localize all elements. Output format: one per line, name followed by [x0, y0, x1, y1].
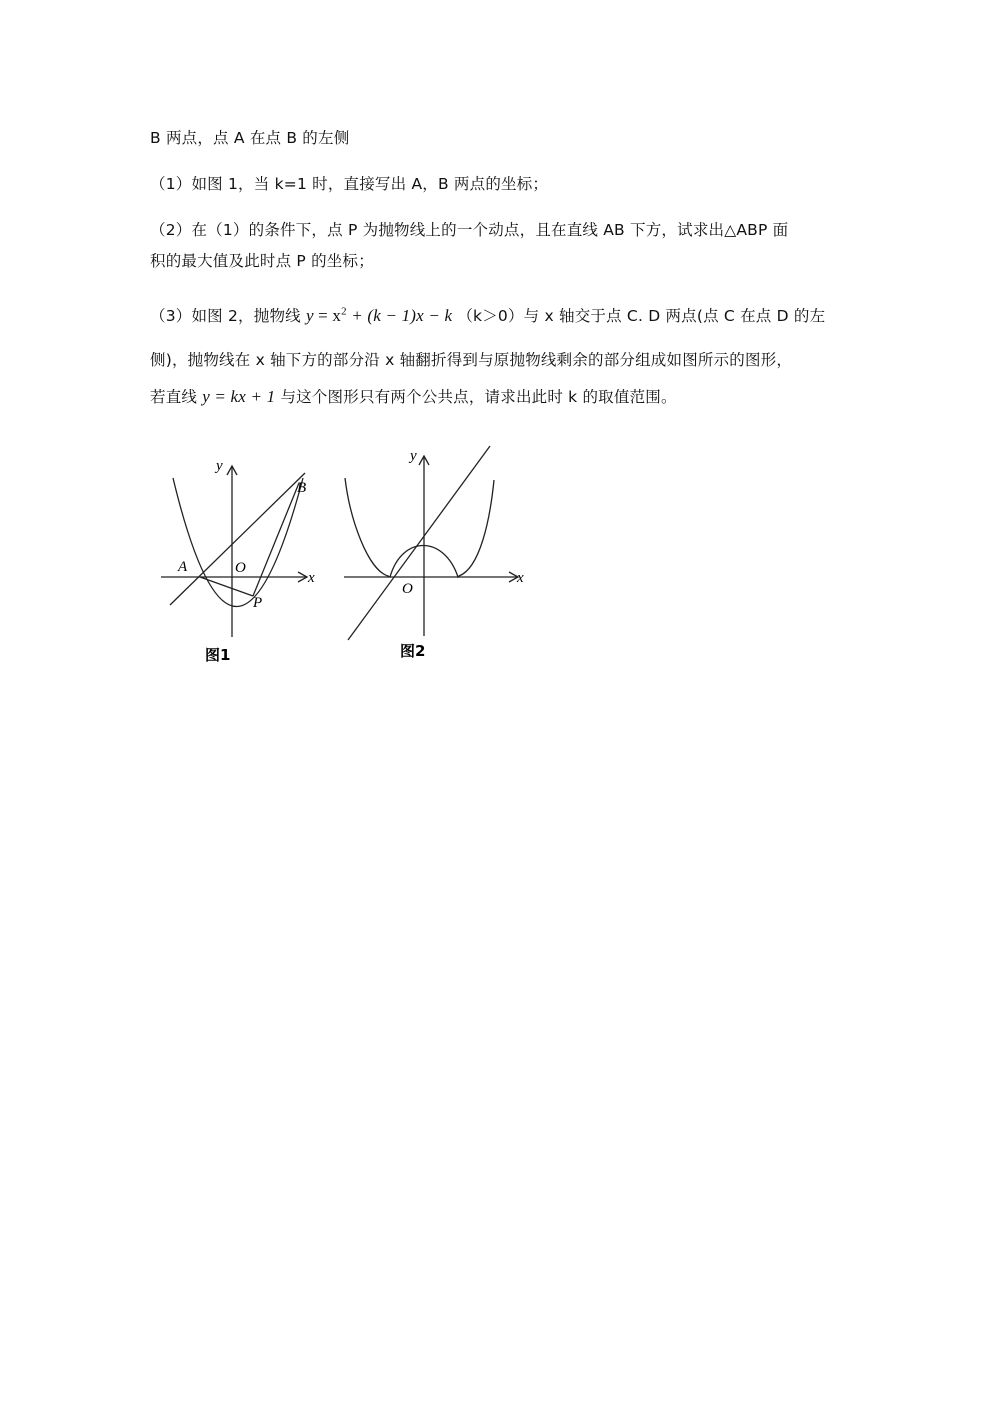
figure-2: [340, 440, 535, 670]
segment-ap: [200, 577, 253, 596]
label-x: x: [517, 570, 524, 586]
line-equation: y = kx + 1: [202, 387, 276, 406]
figure-1-caption: 图1: [205, 646, 231, 664]
question-3-suffix: （k＞0）与 x 轴交于点 C. D 两点(点 C 在点 D 的左: [452, 307, 826, 325]
label-b: B: [297, 480, 307, 496]
question-2-line-2: 积的最大值及此时点 P 的坐标；: [150, 252, 374, 270]
figure-1: [155, 450, 330, 672]
figure-2-caption: 图2: [400, 642, 426, 660]
question-2-line-1: （2）在（1）的条件下，点 P 为抛物线上的一个动点，且在直线 AB 下方，试求出△ABP 面: [150, 221, 789, 239]
label-o: O: [402, 581, 413, 597]
label-y: y: [216, 458, 223, 474]
question-3-line-3-prefix: 若直线: [150, 388, 203, 406]
question-1: （1）如图 1，当 k=1 时，直接写出 A，B 两点的坐标；: [150, 175, 549, 193]
folded-parabola: [345, 478, 494, 577]
label-x: x: [308, 570, 315, 586]
question-3-line-3-suffix: 与这个图形只有两个公共点，请求出此时 k 的取值范围。: [275, 388, 677, 406]
problem-text-line-1: B 两点，点 A 在点 B 的左侧: [150, 129, 350, 147]
label-p: P: [253, 595, 263, 611]
parabola-equation: $y = x^2 + (k - 1)x - k$: [305, 305, 453, 325]
question-3-prefix: （3）如图 2，抛物线: [150, 307, 306, 325]
line-y-kx-1: [348, 446, 490, 640]
label-y: y: [410, 448, 417, 464]
parabola: [173, 478, 303, 607]
question-3-line-2: 侧)，抛物线在 x 轴下方的部分沿 x 轴翻折得到与原抛物线剩余的部分组成如图所示的图形，: [150, 351, 793, 369]
segment-bp: [253, 483, 299, 596]
label-o: O: [235, 560, 246, 576]
question-3-line-1: [150, 304, 825, 326]
question-3-line-3: [150, 385, 677, 407]
label-a: A: [178, 559, 188, 575]
